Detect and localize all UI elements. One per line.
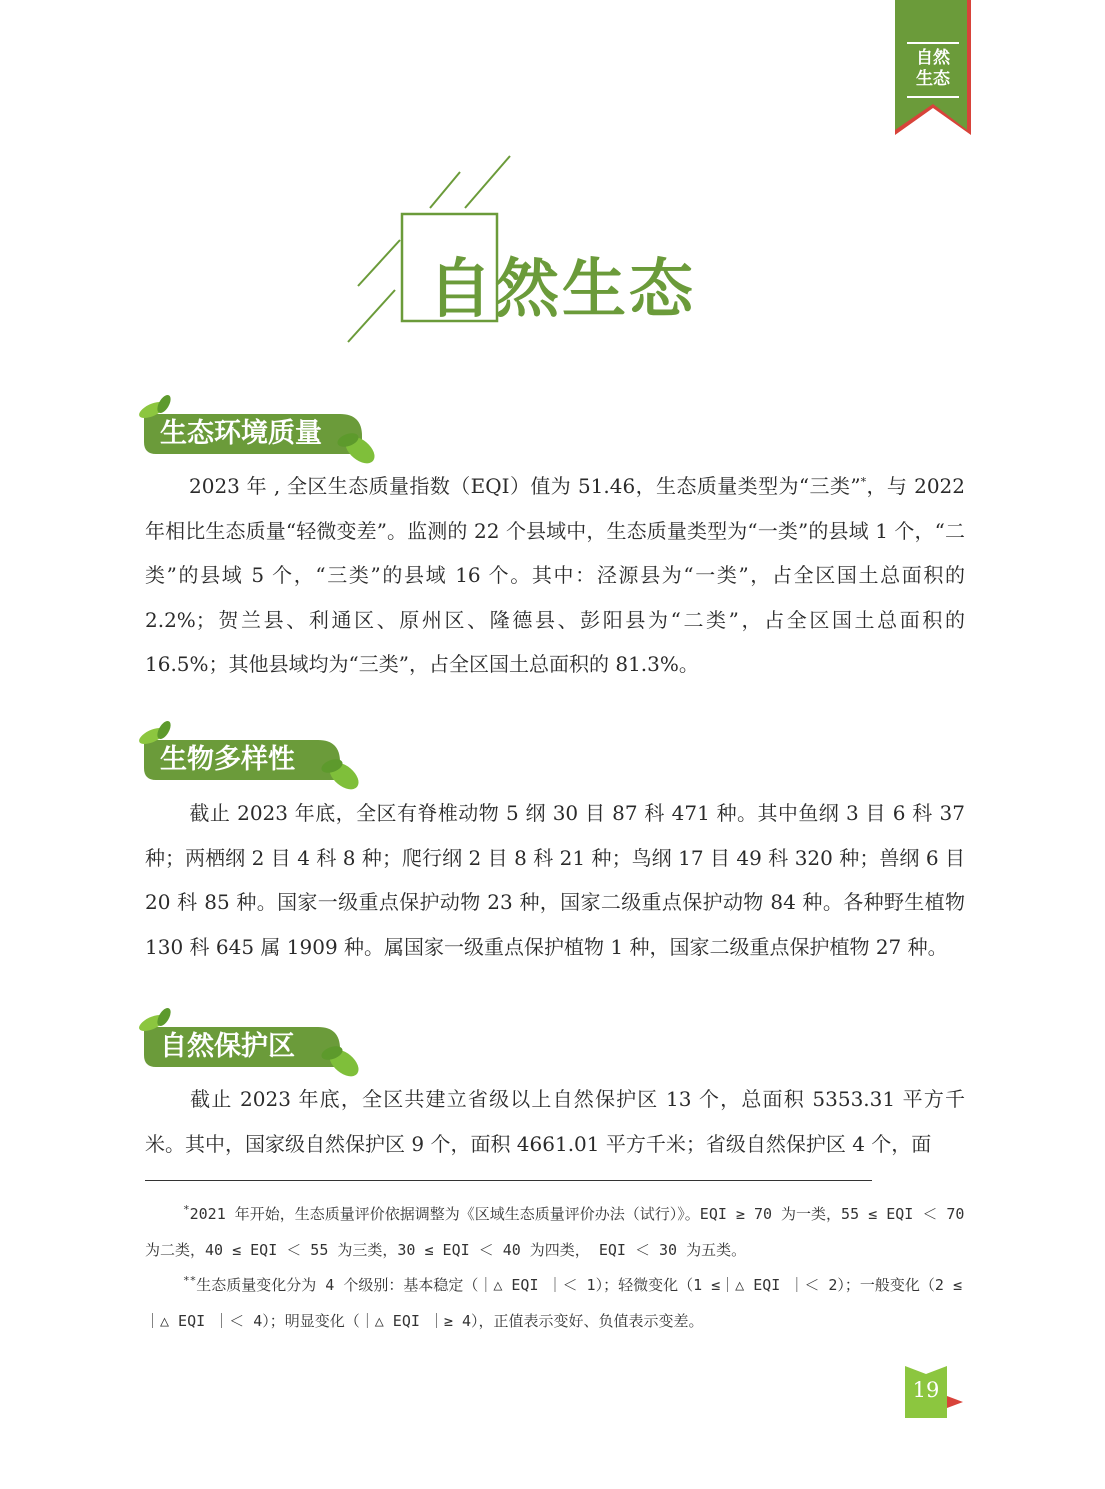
page-title-block <box>340 150 720 350</box>
section-label: 生物多样性 <box>160 744 295 775</box>
page-number: 19 <box>912 1378 940 1402</box>
corner-label <box>895 48 971 90</box>
paragraph-text: 截止 2023 年底，全区有脊椎动物 5 纲 30 目 87 科 471 种。其中鱼纲 3 目 6 科 37 种；两栖纲 2 目 4 科 8 种；爬行纲 2 目 8 科 21 种；鸟纲 17 目 49 科 320 种；兽纲 6 目 20 科 85 种。国家一级重点保护动物 23 种，国家二级重点保护动物 84 种。各种野生植物 130 科 645 属 1909 种。属国家一级重点保护植物 1 种，国家二级重点保护植物 27 种。 <box>145 801 965 959</box>
corner-section-tab <box>895 0 971 135</box>
corner-divider-bottom <box>907 96 959 98</box>
section-label: 生态环境质量 <box>160 418 322 449</box>
paragraph-text-cont: ，与 2022 年相比生态质量“轻微变差”。监测的 22 个县域中，生态质量类型为“一类”的县域 1 个，“二类”的县域 5 个，“三类”的县域 16 个。其中：泾源县为“一类”，占全区国土总面积的 2.2%；贺兰县、利通区、原州区、隆德县、彭阳县为“二类”，占全区国土总面积的 16.5%；其他县域均为“三类”，占全区国土总面积的 81.3%。 <box>145 474 965 676</box>
footnote-mark: * <box>183 1203 190 1216</box>
section-heading-nature-reserve <box>130 1005 390 1085</box>
section-heading-eco-quality <box>130 392 390 472</box>
corner-label-line1: 自然 <box>916 48 950 68</box>
section-heading-biodiversity <box>130 718 390 798</box>
footnote-text: 2021 年开始，生态质量评价依据调整为《区域生态质量评价办法（试行）》。EQI ≥ 70 为一类，55 ≤ EQI ＜ 70 为二类，40 ≤ EQI ＜ 55 为三类，30 ≤ EQI ＜ 40 为四类， EQI ＜ 30 为五类。 <box>145 1205 965 1259</box>
section-label: 自然保护区 <box>160 1031 295 1062</box>
footnote-1 <box>145 1197 965 1268</box>
corner-label-line2: 生态 <box>916 69 950 89</box>
page-title: 自然生态 <box>428 253 696 327</box>
paragraph-biodiversity <box>145 791 965 969</box>
footnote-2 <box>145 1268 965 1339</box>
page-number-badge <box>905 1366 965 1418</box>
footnote-text: 生态质量变化分为 4 个级别：基本稳定（｜△ EQI ｜＜ 1）；轻微变化（1 ≤｜△ EQI ｜＜ 2）；一般变化（2 ≤｜△ EQI ｜＜ 4）；明显变化（｜△ EQI ｜≥ 4），正值表示变好、负值表示变差。 <box>145 1276 963 1330</box>
footnote-mark: * <box>860 475 867 489</box>
paragraph-nature-reserve <box>145 1077 965 1166</box>
paragraph-eco-quality <box>145 464 965 687</box>
footnote-divider <box>145 1180 872 1181</box>
paragraph-text: 截止 2023 年底，全区共建立省级以上自然保护区 13 个，总面积 5353.31 平方千米。其中，国家级自然保护区 9 个，面积 4661.01 平方千米；省级自然保护区 4 个，面 <box>145 1087 965 1156</box>
paragraph-text: 2023 年 , 全区生态质量指数（EQI）值为 51.46，生态质量类型为“三类” <box>189 474 861 498</box>
footnote-mark: ** <box>183 1274 197 1287</box>
corner-divider-top <box>907 42 959 44</box>
